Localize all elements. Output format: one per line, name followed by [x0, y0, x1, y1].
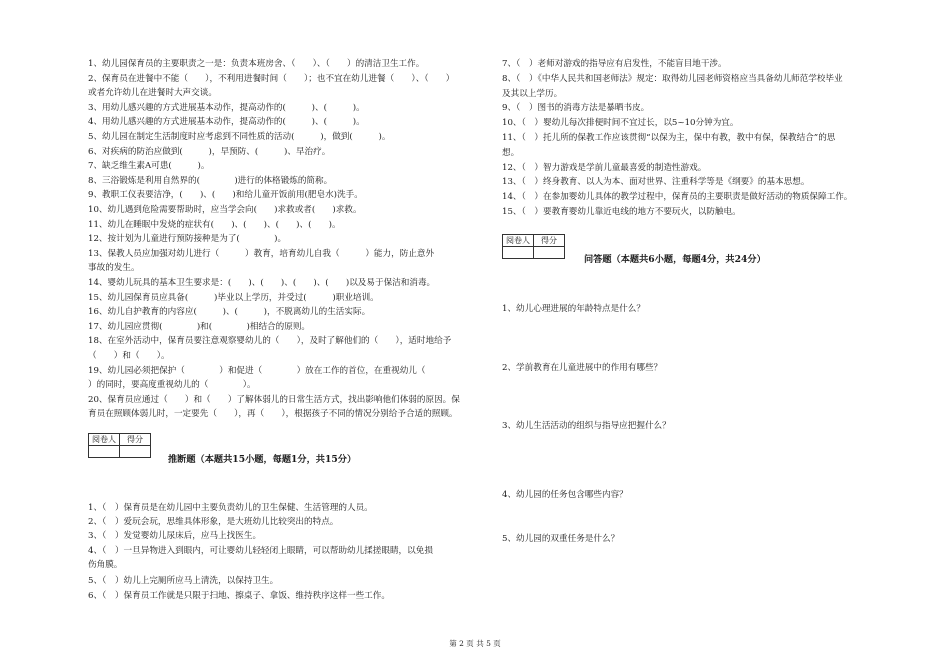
- fill-question-line: 8、三浴锻炼是利用自然界的( )进行的体格锻炼的简称。: [88, 175, 333, 186]
- fill-question-line: 5、幼儿园在制定生活制度时应考虑到不同性质的活动( )，做到( )。: [88, 132, 391, 142]
- fill-question-line: 13、保教人员应加强对幼儿进行（ ）教育，培育幼儿自我（ ）能力，防止意外: [88, 248, 435, 259]
- fill-question-line: 19、幼儿园必须把保护（ ）和促进（ ）放在工作的首位，在重视幼儿（: [88, 365, 426, 376]
- judge-item-line: 10、（ ）婴幼儿每次排便时间不宜过长，以5~10分钟为宜。: [502, 118, 739, 129]
- score-label: 得分: [534, 235, 565, 247]
- qa-section-title: 问答题（本题共6小题，每题4分，共24分）: [584, 254, 766, 265]
- reviewer-label: 阅卷人: [89, 434, 120, 446]
- fill-question-line: 20、保育员应通过（ ）和（ ）了解体弱儿的日常生活方式，找出影响他们体弱的原因。保: [88, 394, 460, 405]
- fill-question-line: 10、幼儿遇到危险需要帮助时，应当学会向( )求救或者( )求救。: [88, 205, 362, 215]
- judge-item-line: 15、（ ）要教育婴幼儿靠近电线的地方不要玩火，以防触电。: [502, 207, 741, 217]
- fill-question-line: 11、幼儿在睡眠中发烧的症状有( )、( )、( )、( )。: [88, 219, 341, 230]
- fill-question-line: 4、用幼儿感兴趣的方式进展基本动作，提高动作的( )、( )。: [88, 117, 365, 128]
- judge-item-line: 6、（ ）保育员工作就是只限于扫地、擦桌子、拿饭、维持秩序这样一些工作。: [88, 591, 390, 601]
- qa-question: 4、幼儿园的任务包含哪些内容？: [502, 490, 628, 500]
- score-cell: [534, 247, 565, 259]
- judge-score-box: [88, 433, 151, 458]
- judge-item-line: 14、（ ）在参加婴幼儿具体的教学过程中，保育员的主要职责是做好活动的物质保障工作。: [502, 192, 853, 203]
- fill-question-line: 事故的发生。: [88, 263, 140, 274]
- reviewer-cell: [503, 247, 534, 259]
- judge-item-line: 11、（ ）托儿所的保教工作应该贯彻“以保为主，保中有教，教中有保，保教结合”的思: [502, 133, 836, 143]
- judge-item-line: 7、（ ）老师对游戏的指导应有启发性，不能盲目地干涉。: [502, 59, 727, 69]
- judge-item-line: 9、（ ）图书的消毒方法是暴晒书皮。: [502, 103, 650, 114]
- qa-question: 1、幼儿心理进展的年龄特点是什么？: [502, 304, 645, 314]
- judge-item-line: 2、（ ）爱玩会玩，思维具体形象，是大班幼儿比较突出的特点。: [88, 517, 339, 527]
- judge-section-title: 推断题（本题共15小题，每题1分，共15分）: [168, 454, 357, 465]
- judge-item-line: 13、（ ）终身教育、以人为本、面对世界、注重科学等是《纲要》的基本思想。: [502, 177, 810, 188]
- reviewer-label: 阅卷人: [503, 235, 534, 247]
- reviewer-cell: [89, 446, 120, 458]
- fill-question-line: 3、用幼儿感兴趣的方式进展基本动作，提高动作的( )、( )。: [88, 102, 365, 113]
- fill-question-line: 1、幼儿园保育员的主要职责之一是：负责本班房舍、（ ）、（ ）的清洁卫生工作。: [88, 59, 425, 69]
- fill-question-line: 15、幼儿园保育员应具备( )毕业以上学历，并受过( )职业培训。: [88, 292, 379, 303]
- fill-question-line: 2、保育员在进餐中不能（ ），不利用进餐时间（ ）；也不宜在幼儿进餐（ ）、（ ）: [88, 73, 455, 84]
- fill-question-line: 12、按计划为儿童进行预防接种是为了( )。: [88, 234, 287, 245]
- judge-item-line: 1、（ ）保育员是在幼儿园中主要负责幼儿的卫生保健、生活管理的人员。: [88, 503, 373, 513]
- judge-item-line: 8、（ ）《中华人民共和国老师法》规定：取得幼儿园老师资格应当具备幼儿师范学校毕业: [502, 73, 843, 84]
- fill-question-line: 7、缺乏维生素A可患( )。: [88, 161, 210, 172]
- fill-question-line: 18、在室外活动中，保育员要注意观察婴幼儿的（ ），及时了解他们的（ ），适时地给予: [88, 336, 452, 347]
- score-cell: [120, 446, 151, 458]
- qa-question: 2、学前教育在儿童进展中的作用有哪些？: [502, 363, 663, 373]
- judge-item-line: 3、（ ）发觉婴幼儿尿床后，应马上找医生。: [88, 531, 262, 541]
- fill-question-line: 育员在照顾体弱儿时，一定要先（ ），再（ ），根据孩子不同的情况分别给予合适的照顾。: [88, 409, 458, 420]
- judge-item-line: 4、（ ）一旦异物进入到眼内，可让婴幼儿轻轻闭上眼睛，可以帮助幼儿揉搓眼睛，以免损: [88, 546, 433, 556]
- fill-question-line: 17、幼儿园应贯彻( )和( )相结合的原则。: [88, 321, 311, 332]
- judge-item-line: 想。: [502, 147, 520, 158]
- fill-question-line: 9、教职工仪表要洁净，( )、( )和给儿童开饭前用(肥皂水)洗手。: [88, 190, 363, 201]
- fill-question-line: 或者允许幼儿在进餐时大声交谈。: [88, 88, 217, 99]
- fill-question-line: 6、对疾病的防治应做到( )，早预防、( )、早治疗。: [88, 146, 331, 157]
- fill-question-line: 16、幼儿自护教育的内容应( )、( )，不脱离幼儿的生活实际。: [88, 307, 371, 318]
- qa-question: 3、幼儿生活活动的组织与指导应把握什么？: [502, 421, 671, 431]
- judge-item-line: 5、（ ）幼儿上完厕所应马上清洗，以保持卫生。: [88, 576, 279, 586]
- page-footer: 第 2 页 共 5 页: [449, 639, 501, 648]
- fill-question-line: （ ）和（ ）。: [88, 351, 170, 361]
- judge-item-line: 及其以上学历。: [502, 88, 563, 99]
- score-label: 得分: [120, 434, 151, 446]
- judge-item-line: 伤角膜。: [88, 560, 123, 570]
- fill-question-line: ）的同时，要高度重视幼儿的（ ）。: [88, 380, 256, 391]
- qa-question: 5、幼儿园的双重任务是什么？: [502, 534, 620, 544]
- fill-question-line: 14、婴幼儿玩具的基本卫生要求是：( )、( )、( )、( )以及易于保洁和消毒。: [88, 278, 436, 288]
- judge-item-line: 12、（ ）智力游戏是学前儿童最喜爱的制造性游戏。: [502, 162, 707, 173]
- qa-score-box: [502, 234, 565, 259]
